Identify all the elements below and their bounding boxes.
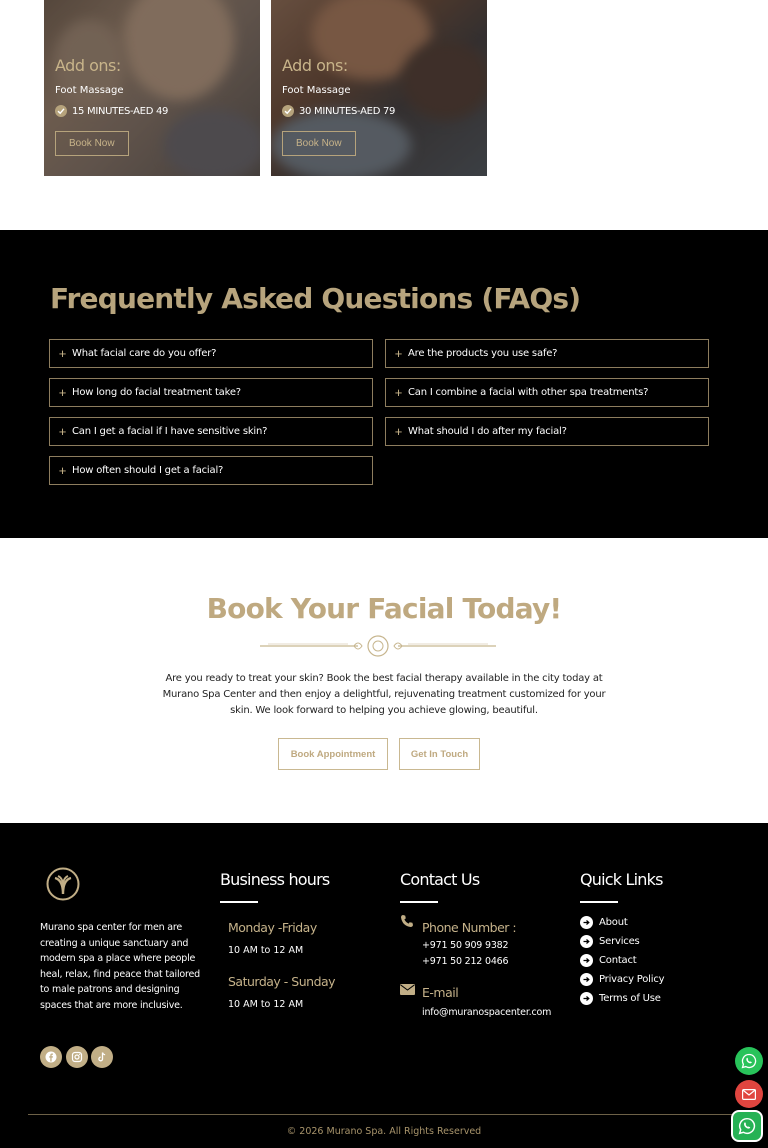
arrow-right-icon (580, 973, 593, 986)
weekday-label: Monday -Friday (228, 920, 317, 935)
email-label: E-mail (422, 985, 459, 1000)
weekend-time: 10 AM to 12 AM (228, 999, 304, 1010)
check-circle-icon (282, 105, 294, 117)
faq-title: Frequently Asked Questions (FAQs) (50, 282, 581, 315)
business-hours-title: Business hours (220, 870, 330, 889)
weekday-time: 10 AM to 12 AM (228, 945, 304, 956)
faq-question: Can I get a facial if I have sensitive skin? (72, 426, 268, 437)
arrow-right-icon (580, 954, 593, 967)
addon-heading: Add ons: (55, 56, 121, 75)
get-in-touch-button[interactable]: Get In Touch (399, 738, 480, 770)
facebook-icon[interactable] (40, 1046, 62, 1068)
check-circle-icon (55, 105, 67, 117)
faq-question: Are the products you use safe? (408, 348, 558, 359)
divider (400, 901, 438, 903)
weekend-label: Saturday - Sunday (228, 974, 336, 989)
addon-item: Foot Massage (282, 85, 351, 96)
whatsapp-button[interactable] (735, 1047, 763, 1075)
booking-title: Book Your Facial Today! (206, 592, 562, 625)
arrow-right-icon (580, 992, 593, 1005)
addon-heading: Add ons: (282, 56, 348, 75)
footer-divider (28, 1114, 740, 1115)
phone-label: Phone Number : (422, 920, 517, 935)
addon-price-text: 15 MINUTES-AED 49 (72, 105, 169, 117)
quick-link-label: Services (599, 936, 640, 947)
phone-number-2[interactable]: +971 50 212 0466 (422, 956, 509, 967)
faq-question: What should I do after my facial? (408, 426, 567, 437)
quick-link-label: About (599, 917, 628, 928)
addon-price (55, 105, 252, 117)
plus-icon: + (58, 463, 67, 478)
contact-title: Contact Us (400, 870, 480, 889)
plus-icon: + (58, 385, 67, 400)
faq-item[interactable] (49, 456, 373, 485)
quick-link-label: Contact (599, 955, 637, 966)
quick-link-contact[interactable] (580, 954, 637, 967)
addon-item: Foot Massage (55, 85, 124, 96)
plus-icon: + (58, 424, 67, 439)
quick-link-about[interactable] (580, 916, 628, 929)
quick-link-terms[interactable] (580, 992, 661, 1005)
book-appointment-button[interactable]: Book Appointment (278, 738, 388, 770)
addons-section (0, 0, 768, 230)
arrow-right-icon (580, 916, 593, 929)
book-now-button[interactable]: Book Now (55, 131, 129, 156)
quick-links-title: Quick Links (580, 870, 663, 889)
instagram-icon[interactable] (66, 1046, 88, 1068)
quick-link-label: Privacy Policy (599, 974, 665, 985)
faq-item[interactable] (385, 378, 709, 407)
murano-logo-icon[interactable] (46, 867, 80, 906)
whatsapp-icon (741, 1053, 757, 1069)
faq-item[interactable] (385, 339, 709, 368)
addon-price-text: 30 MINUTES-AED 79 (299, 105, 396, 117)
whatsapp-chat-button[interactable] (731, 1110, 763, 1142)
footer (0, 823, 768, 1148)
booking-description: Are you ready to treat your skin? Book the best facial therapy available in the city today at Murano Spa Center and then enjoy a delightful, rejuvenating treatment customized for your skin. We look forward to helping you achieve glowing, beautiful. (162, 673, 606, 716)
plus-icon: + (394, 424, 403, 439)
faq-question: Can I combine a facial with other spa treatments? (408, 387, 649, 398)
faq-question: How long do facial treatment take? (72, 387, 241, 398)
plus-icon: + (58, 346, 67, 361)
phone-icon (400, 914, 414, 933)
envelope-icon (400, 982, 415, 1000)
quick-link-privacy[interactable] (580, 973, 664, 986)
tiktok-icon[interactable] (91, 1046, 113, 1068)
quick-link-label: Terms of Use (599, 993, 661, 1004)
book-now-button[interactable]: Book Now (282, 131, 356, 156)
email-button[interactable] (735, 1080, 763, 1108)
copyright-text: © 2026 Murano Spa. All Rights Reserved (286, 1126, 482, 1137)
faq-item[interactable] (49, 378, 373, 407)
plus-icon: + (394, 385, 403, 400)
quick-link-services[interactable] (580, 935, 640, 948)
envelope-icon (742, 1089, 756, 1100)
plus-icon: + (394, 346, 403, 361)
addon-card (44, 0, 260, 176)
addon-price (282, 105, 479, 117)
faq-question: How often should I get a facial? (72, 465, 224, 476)
phone-number-1[interactable]: +971 50 909 9382 (422, 940, 509, 951)
divider (220, 901, 258, 903)
faq-question: What facial care do you offer? (72, 348, 217, 359)
divider (580, 901, 618, 903)
ornament-divider-icon (258, 634, 498, 663)
faq-item[interactable] (49, 339, 373, 368)
booking-section (0, 538, 768, 823)
faq-item[interactable] (49, 417, 373, 446)
arrow-right-icon (580, 935, 593, 948)
email-address[interactable]: info@muranospacenter.com (422, 1007, 552, 1018)
faq-item[interactable] (385, 417, 709, 446)
addon-card (271, 0, 487, 176)
faq-section (0, 230, 768, 538)
footer-about-text: Murano spa center for men are creating a unique sanctuary and modern spa a place where people heal, relax, find peace that tailored to male patrons and designing spaces that are more inclusive. (40, 922, 200, 1011)
whatsapp-icon (738, 1117, 756, 1135)
